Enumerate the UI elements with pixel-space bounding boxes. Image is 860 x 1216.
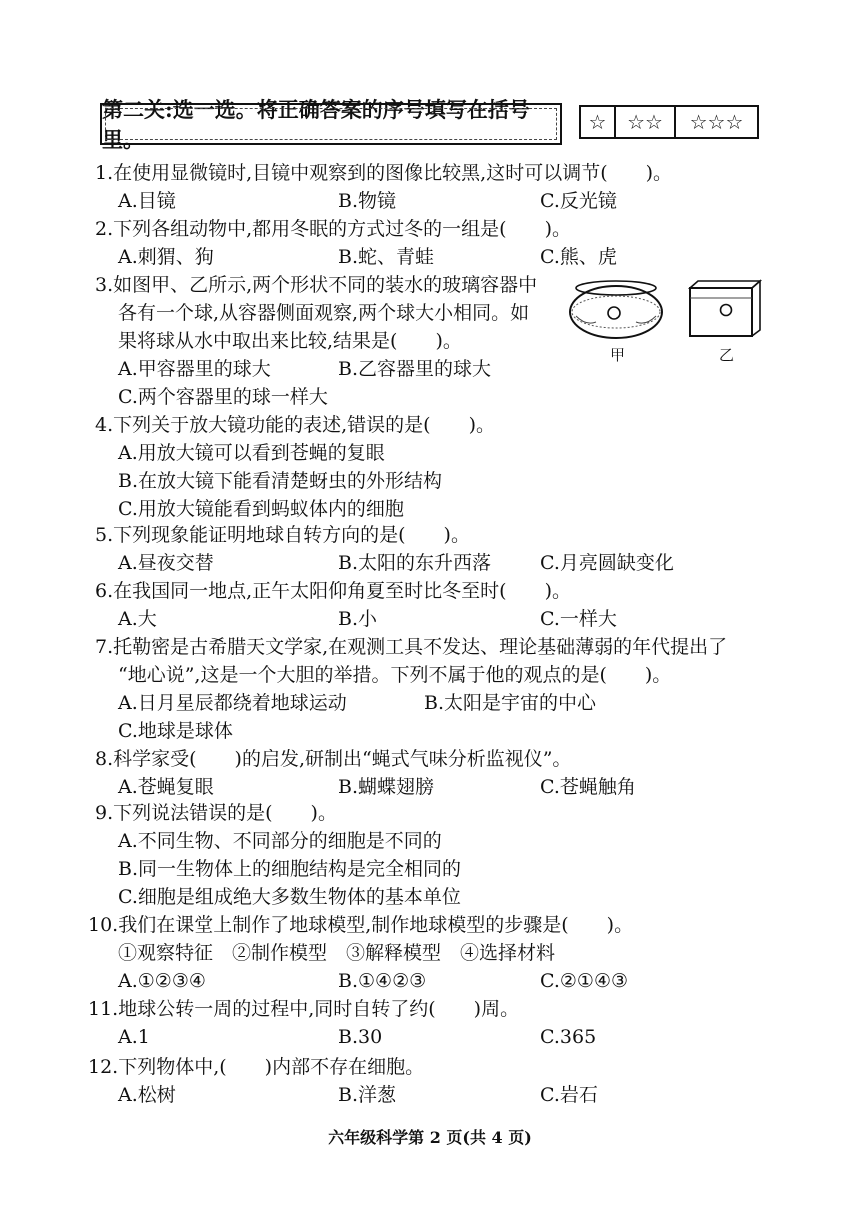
- question-6-stem: 6.在我国同一地点,正午太阳仰角夏至时比冬至时( )。: [95, 580, 571, 602]
- star-rating-3-icon: ☆☆☆: [689, 110, 744, 134]
- question-7-option-b: B.太阳是宇宙的中心: [424, 692, 597, 714]
- question-6-option-a: A.大: [118, 608, 157, 630]
- star-rating-1-icon: ☆: [581, 107, 616, 137]
- question-11-option-a: A.1: [118, 1026, 150, 1048]
- question-3-stem-line-1: 3.如图甲、乙所示,两个形状不同的装水的玻璃容器中: [95, 274, 538, 296]
- question-7-option-a: A.日月星辰都绕着地球运动: [118, 692, 347, 714]
- question-8-option-b: B.蝴蝶翅膀: [338, 776, 435, 798]
- question-5-stem: 5.下列现象能证明地球自转方向的是( )。: [95, 524, 470, 546]
- question-2-option-b: B.蛇、青蛙: [338, 246, 435, 268]
- rectangular-tank-container-figure: [686, 278, 766, 340]
- question-11-option-b: B.30: [338, 1026, 383, 1048]
- question-2-stem: 2.下列各组动物中,都用冬眠的方式过冬的一组是( )。: [95, 218, 571, 240]
- question-10-option-c: C.②①④③: [540, 970, 629, 992]
- question-6-option-c: C.一样大: [540, 608, 617, 630]
- page-footer: 六年级科学第 2 页(共 4 页): [328, 1128, 532, 1147]
- question-7-option-c: C.地球是球体: [118, 720, 233, 742]
- question-1-stem: 1.在使用显微镜时,目镜中观察到的图像比较黑,这时可以调节( )。: [95, 162, 673, 184]
- question-4-option-b: B.在放大镜下能看清楚蚜虫的外形结构: [118, 470, 443, 492]
- question-12-stem: 12.下列物体中,( )内部不存在细胞。: [88, 1056, 425, 1078]
- question-9-stem: 9.下列说法错误的是( )。: [95, 802, 337, 824]
- figure-label-yi: 乙: [719, 346, 735, 364]
- question-11-option-c: C.365: [540, 1026, 597, 1048]
- question-2-option-c: C.熊、虎: [540, 246, 617, 268]
- question-3-option-a: A.甲容器里的球大: [118, 358, 271, 380]
- question-1-option-b: B.物镜: [338, 190, 397, 212]
- round-bowl-container-figure: [566, 276, 666, 342]
- question-4-option-a: A.用放大镜可以看到苍蝇的复眼: [118, 442, 385, 464]
- figure-label-jia: 甲: [610, 346, 626, 364]
- question-3-stem-line-3: 果将球从水中取出来比较,结果是( )。: [118, 330, 462, 352]
- question-5-option-a: A.昼夜交替: [118, 552, 214, 574]
- question-11-stem: 11.地球公转一周的过程中,同时自转了约( )周。: [88, 998, 520, 1020]
- question-8-option-c: C.苍蝇触角: [540, 776, 636, 798]
- star-rating-box: [579, 105, 759, 139]
- question-6-option-b: B.小: [338, 608, 378, 630]
- question-1-option-c: C.反光镜: [540, 190, 617, 212]
- question-10-stem-line-2: ①观察特征 ②制作模型 ③解释模型 ④选择材料: [118, 942, 556, 964]
- question-7-stem-line-2: “地心说”,这是一个大胆的举措。下列不属于他的观点的是( )。: [118, 664, 672, 686]
- section-title: 第二关:选一选。将正确答案的序号填写在括号里。: [100, 103, 562, 145]
- question-10-option-a: A.①②③④: [118, 970, 206, 992]
- question-1-option-a: A.目镜: [118, 190, 176, 212]
- question-12-option-a: A.松树: [118, 1084, 176, 1106]
- question-5-option-b: B.太阳的东升西落: [338, 552, 492, 574]
- star-rating-2-icon: ☆☆: [616, 107, 676, 137]
- question-8-stem: 8.科学家受( )的启发,研制出“蝇式气味分析监视仪”。: [95, 748, 572, 770]
- question-4-stem: 4.下列关于放大镜功能的表述,错误的是( )。: [95, 414, 495, 436]
- question-10-option-b: B.①④②③: [338, 970, 427, 992]
- question-5-option-c: C.月亮圆缺变化: [540, 552, 674, 574]
- question-9-option-c: C.细胞是组成绝大多数生物体的基本单位: [118, 886, 461, 908]
- question-10-stem-line-1: 10.我们在课堂上制作了地球模型,制作地球模型的步骤是( )。: [88, 914, 634, 936]
- question-7-stem-line-1: 7.托勒密是古希腊天文学家,在观测工具不发达、理论基础薄弱的年代提出了: [95, 636, 728, 658]
- question-12-option-b: B.洋葱: [338, 1084, 397, 1106]
- question-3-option-c: C.两个容器里的球一样大: [118, 386, 328, 408]
- question-2-option-a: A.刺猬、狗: [118, 246, 214, 268]
- question-12-option-c: C.岩石: [540, 1084, 598, 1106]
- question-9-option-b: B.同一生物体上的细胞结构是完全相同的: [118, 858, 462, 880]
- question-3-stem-line-2: 各有一个球,从容器侧面观察,两个球大小相同。如: [118, 302, 530, 324]
- question-4-option-c: C.用放大镜能看到蚂蚁体内的细胞: [118, 498, 404, 520]
- question-8-option-a: A.苍蝇复眼: [118, 776, 214, 798]
- question-3-option-b: B.乙容器里的球大: [338, 358, 492, 380]
- question-9-option-a: A.不同生物、不同部分的细胞是不同的: [118, 830, 442, 852]
